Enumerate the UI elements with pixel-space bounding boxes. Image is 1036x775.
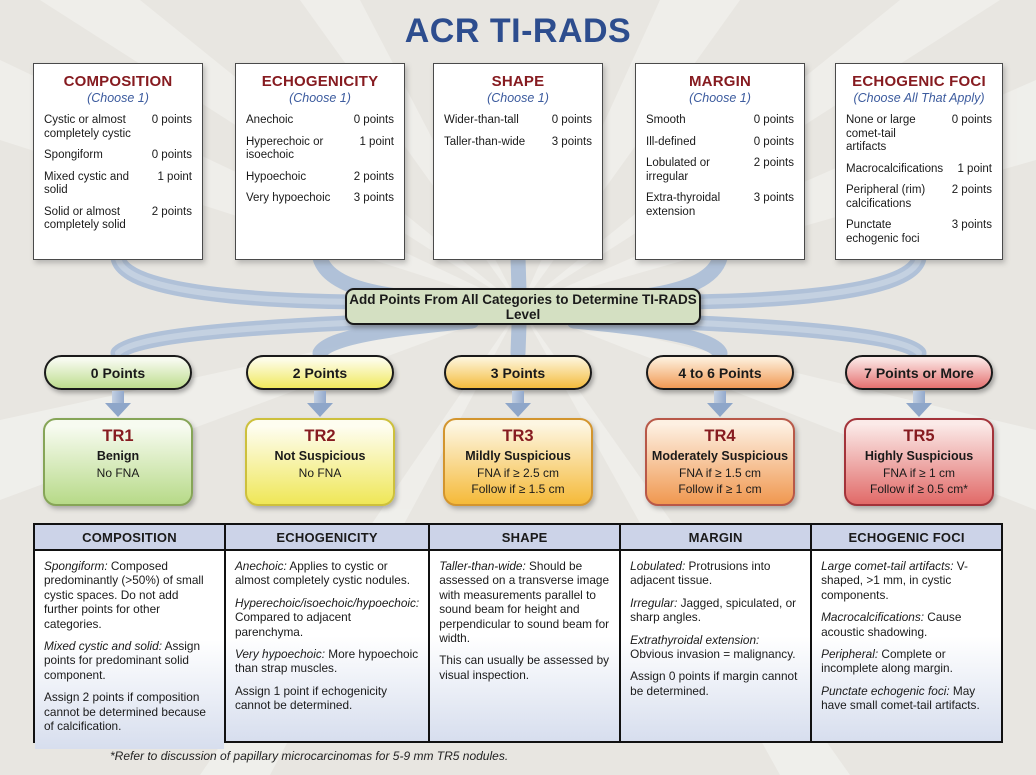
footnote: *Refer to discussion of papillary microcarcinomas for 5-9 mm TR5 nodules. (110, 749, 509, 763)
table-column-echogenic-foci (812, 525, 1001, 741)
item-label: Very hypoechoic (246, 192, 331, 205)
item-label: Hypoechoic (246, 170, 307, 183)
item-label: Lobulated or irregular (646, 157, 710, 183)
category-box-composition (33, 63, 203, 260)
item-points: 3 points (951, 219, 992, 232)
item-label: Extra-thyroidal extension (646, 192, 721, 218)
tr-suspicion: Not Suspicious (274, 449, 366, 463)
definition-paragraph: Peripheral: Complete or incomplete along margin. (821, 646, 953, 676)
category-item (846, 114, 992, 155)
definition-paragraph: Very hypoechoic: More hypoechoic than strap muscles. (234, 646, 419, 676)
tr-level-name: TR3 (502, 427, 534, 445)
points-pill-2: 2 Points (246, 355, 394, 390)
tr-recommendation: FNA if ≥ 2.5 cm (477, 466, 559, 480)
category-item (646, 192, 794, 219)
definition-paragraph: Taller-than-wide: Should be assessed on a transverse image with measurements parallel to sound beam for height and perpendicular to sound beam for width. (439, 559, 610, 645)
category-box-margin (635, 63, 805, 260)
points-pill-3: 3 Points (444, 355, 592, 390)
definition-paragraph: Assign 0 points if margin cannot be determined. (630, 669, 798, 698)
category-item (646, 114, 794, 128)
tr-level-name: TR4 (704, 427, 736, 445)
item-label: Peripheral (rim) calcifications (846, 184, 926, 210)
category-box-echogenic-foci (835, 63, 1003, 260)
tr2-box (245, 418, 395, 506)
table-header: ECHOGENICITY (226, 525, 428, 551)
item-points: 2 points (951, 184, 992, 197)
tr-suspicion: Highly Suspicious (864, 449, 974, 463)
item-points: 1 point (957, 162, 992, 175)
table-cell (621, 551, 810, 741)
item-label: Punctate echogenic foci (846, 219, 920, 245)
table-column-composition (35, 525, 226, 741)
category-item (444, 114, 592, 128)
page-title: ACR TI-RADS (404, 12, 632, 50)
category-item (44, 171, 192, 198)
tr3-box (443, 418, 593, 506)
table-header: MARGIN (621, 525, 810, 551)
tr-recommendation: Follow if ≥ 0.5 cm* (870, 482, 968, 496)
definition-paragraph: Mixed cystic and solid: Assign points for predominant solid component. (44, 638, 201, 682)
table-column-shape (430, 525, 621, 741)
item-points: 2 points (353, 170, 394, 183)
category-item (246, 114, 394, 128)
down-arrow-icon (307, 391, 333, 417)
tr-level-name: TR5 (903, 427, 935, 445)
tr-level-name: TR1 (102, 427, 134, 445)
category-title: ECHOGENICITY (261, 73, 379, 90)
category-box-echogenicity (235, 63, 405, 260)
down-arrow-icon (906, 391, 932, 417)
definition-paragraph: Hyperechoic/isoechoic/hypoechoic: Compared to adjacent parenchyma. (234, 595, 420, 639)
table-header: COMPOSITION (35, 525, 224, 551)
category-item (444, 136, 592, 150)
category-item (246, 192, 394, 206)
item-label: Anechoic (246, 114, 294, 126)
table-column-margin (621, 525, 812, 741)
tr-recommendation: Follow if ≥ 1.5 cm (471, 482, 565, 496)
table-header: ECHOGENIC FOCI (812, 525, 1001, 551)
item-label: Cystic or almost completely cystic (44, 114, 131, 140)
tr-recommendation: FNA if ≥ 1.5 cm (679, 466, 761, 480)
points-pill-4to6: 4 to 6 Points (646, 355, 794, 390)
item-points: 1 point (359, 135, 394, 148)
category-item (246, 136, 394, 163)
item-points: 0 points (551, 114, 592, 126)
tr-suspicion: Moderately Suspicious (651, 449, 789, 463)
category-item (246, 171, 394, 185)
category-choose-note: (Choose 1) (87, 91, 149, 105)
definitions-table (33, 523, 1003, 743)
category-item (44, 114, 192, 141)
item-points: 0 points (151, 114, 192, 126)
definition-paragraph: Anechoic: Applies to cystic or almost completely cystic nodules. (234, 559, 410, 588)
definition-paragraph: Spongiform: Composed predominantly (>50%) of small cystic spaces. Do not add further points for other categories. (44, 559, 204, 631)
item-points: 0 points (353, 114, 394, 126)
tr1-box (43, 418, 193, 506)
tr-recommendation: FNA if ≥ 1 cm (883, 466, 955, 480)
tr-recommendation: No FNA (96, 466, 140, 480)
category-choose-note: (Choose 1) (487, 91, 549, 105)
definition-paragraph: Punctate echogenic foci: May have small comet-tail artifacts. (821, 683, 980, 713)
category-choose-note: (Choose All That Apply) (853, 91, 985, 105)
tr-suspicion: Benign (96, 449, 140, 463)
item-points: 1 point (157, 170, 192, 183)
category-title: COMPOSITION (63, 73, 173, 90)
category-item (846, 184, 992, 211)
category-item (44, 149, 192, 163)
tr5-box (844, 418, 994, 506)
item-label: Ill-defined (646, 135, 696, 148)
item-points: 0 points (151, 149, 192, 162)
item-points: 3 points (551, 135, 592, 148)
definition-paragraph: Large comet-tail artifacts: V-shaped, >1 mm, in cystic components. (821, 559, 968, 602)
item-label: Spongiform (44, 149, 103, 162)
tr-recommendation: No FNA (298, 466, 342, 480)
item-points: 3 points (753, 192, 794, 205)
table-column-echogenicity (226, 525, 430, 741)
definition-paragraph: Assign 1 point if echogenicity cannot be determined. (234, 683, 388, 713)
tr4-box (645, 418, 795, 506)
category-choose-note: (Choose 1) (289, 91, 351, 105)
points-pill-7plus: 7 Points or More (845, 355, 993, 390)
definition-paragraph: Lobulated: Protrusions into adjacent tissue. (630, 559, 771, 588)
points-pill-0: 0 Points (44, 355, 192, 390)
table-header: SHAPE (430, 525, 619, 551)
tr-level-name: TR2 (304, 427, 336, 445)
definition-paragraph: Irregular: Jagged, spiculated, or sharp angles. (630, 595, 797, 625)
category-item (846, 219, 992, 246)
down-arrow-icon (707, 391, 733, 417)
category-title: ECHOGENIC FOCI (852, 73, 986, 90)
item-label: Hyperechoic or isoechoic (246, 135, 324, 162)
definition-paragraph: Assign 2 points if composition cannot be determined because of calcification. (44, 690, 206, 733)
category-item (44, 206, 192, 233)
definition-paragraph: Extrathyroidal extension: Obvious invasion = malignancy. (630, 632, 796, 661)
item-points: 2 points (753, 157, 794, 170)
tr-recommendation: Follow if ≥ 1 cm (678, 482, 762, 496)
table-cell (812, 551, 1001, 741)
tr-suspicion: Mildly Suspicious (465, 449, 571, 463)
category-item (646, 157, 794, 184)
table-cell (430, 551, 619, 741)
category-title: MARGIN (688, 73, 752, 90)
definition-paragraph: Macrocalcifications: Cause acoustic shadowing. (821, 610, 962, 639)
down-arrow-icon (505, 391, 531, 417)
table-cell (226, 551, 428, 741)
item-label: Smooth (646, 114, 686, 126)
item-label: Macrocalcifications (846, 162, 944, 175)
down-arrow-icon (105, 391, 131, 417)
category-choose-note: (Choose 1) (689, 91, 751, 105)
item-points: 3 points (353, 192, 394, 205)
category-item (646, 136, 794, 150)
item-points: 2 points (151, 205, 192, 218)
item-label: Wider-than-tall (444, 114, 519, 126)
definition-paragraph: This can usually be assessed by visual inspection. (439, 653, 610, 682)
item-label: Solid or almost completely solid (44, 205, 126, 232)
table-cell (35, 551, 224, 749)
category-title: SHAPE (491, 73, 545, 90)
item-points: 0 points (753, 135, 794, 148)
category-box-shape (433, 63, 603, 260)
category-item (846, 163, 992, 177)
item-label: None or large comet-tail artifacts (846, 114, 916, 154)
item-label: Taller-than-wide (444, 135, 526, 148)
item-points: 0 points (753, 114, 794, 126)
item-points: 0 points (951, 114, 992, 126)
item-label: Mixed cystic and solid (44, 170, 130, 197)
add-points-banner: Add Points From All Categories to Determine TI-RADS Level (345, 288, 701, 325)
